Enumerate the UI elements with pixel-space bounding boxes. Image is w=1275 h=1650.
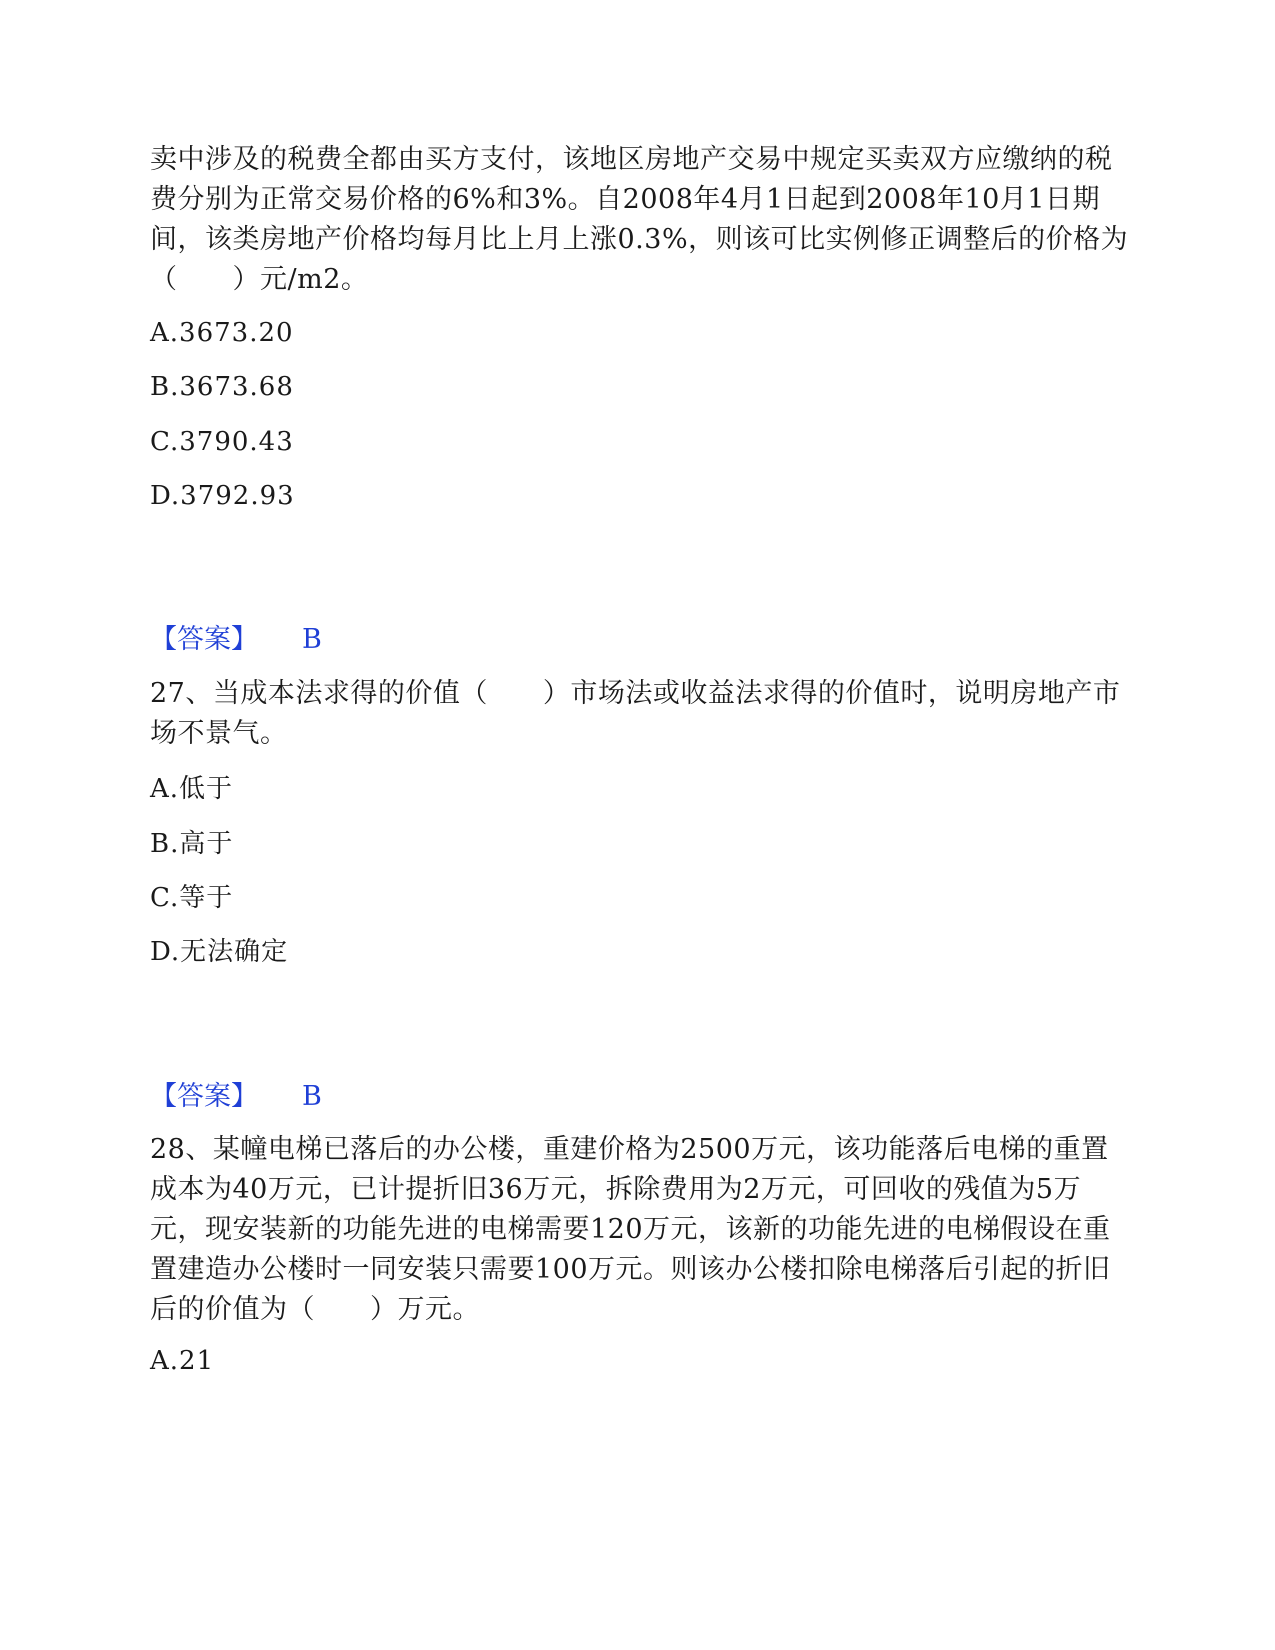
question-28-stem: 28、某幢电梯已落后的办公楼，重建价格为2500万元，该功能落后电梯的重置成本为40万元，已计提折旧36万元，拆除费用为2万元，可回收的残值为5万元，现安装新的功能先进的电梯需要120万元，该新的功能先进的电梯假设在重置建造办公楼时一同安装只需要100万元。则该办公楼扣除电梯落后引起的折旧后的价值为（ ）万元。 <box>150 1134 1111 1325</box>
question-26-option-d: D.3792.93 <box>150 481 295 511</box>
question-26-option-a: A.3673.20 <box>150 318 294 348</box>
question-26-option-c: C.3790.43 <box>150 427 294 457</box>
question-27-stem: 27、当成本法求得的价值（ ）市场法或收益法求得的价值时，说明房地产市场不景气。 <box>150 678 1121 749</box>
question-28 <box>150 1130 1130 1330</box>
question-26-answer <box>150 622 322 658</box>
question-26 <box>150 140 1130 300</box>
answer-value: B <box>302 624 322 655</box>
question-26-stem: 卖中涉及的税费全都由买方支付，该地区房地产交易中规定买卖双方应缴纳的税费分别为正常交易价格的6%和3%。自2008年4月1日起到2008年10月1日期间，该类房地产价格均每月比上月上涨0.3%，则该可比实例修正调整后的价格为（ ）元/m2。 <box>150 144 1129 295</box>
question-27-answer <box>150 1079 322 1115</box>
answer-label: 【答案】 <box>150 624 258 655</box>
question-28-option-a: A.21 <box>150 1346 215 1376</box>
question-27-option-d: D.无法确定 <box>150 937 289 967</box>
question-26-option-b: B.3673.68 <box>150 372 294 402</box>
answer-label: 【答案】 <box>150 1081 258 1112</box>
answer-value: B <box>302 1081 322 1112</box>
question-27 <box>150 674 1130 754</box>
question-27-option-a: A.低于 <box>150 774 234 804</box>
question-27-option-b: B.高于 <box>150 829 234 859</box>
question-27-option-c: C.等于 <box>150 883 234 913</box>
